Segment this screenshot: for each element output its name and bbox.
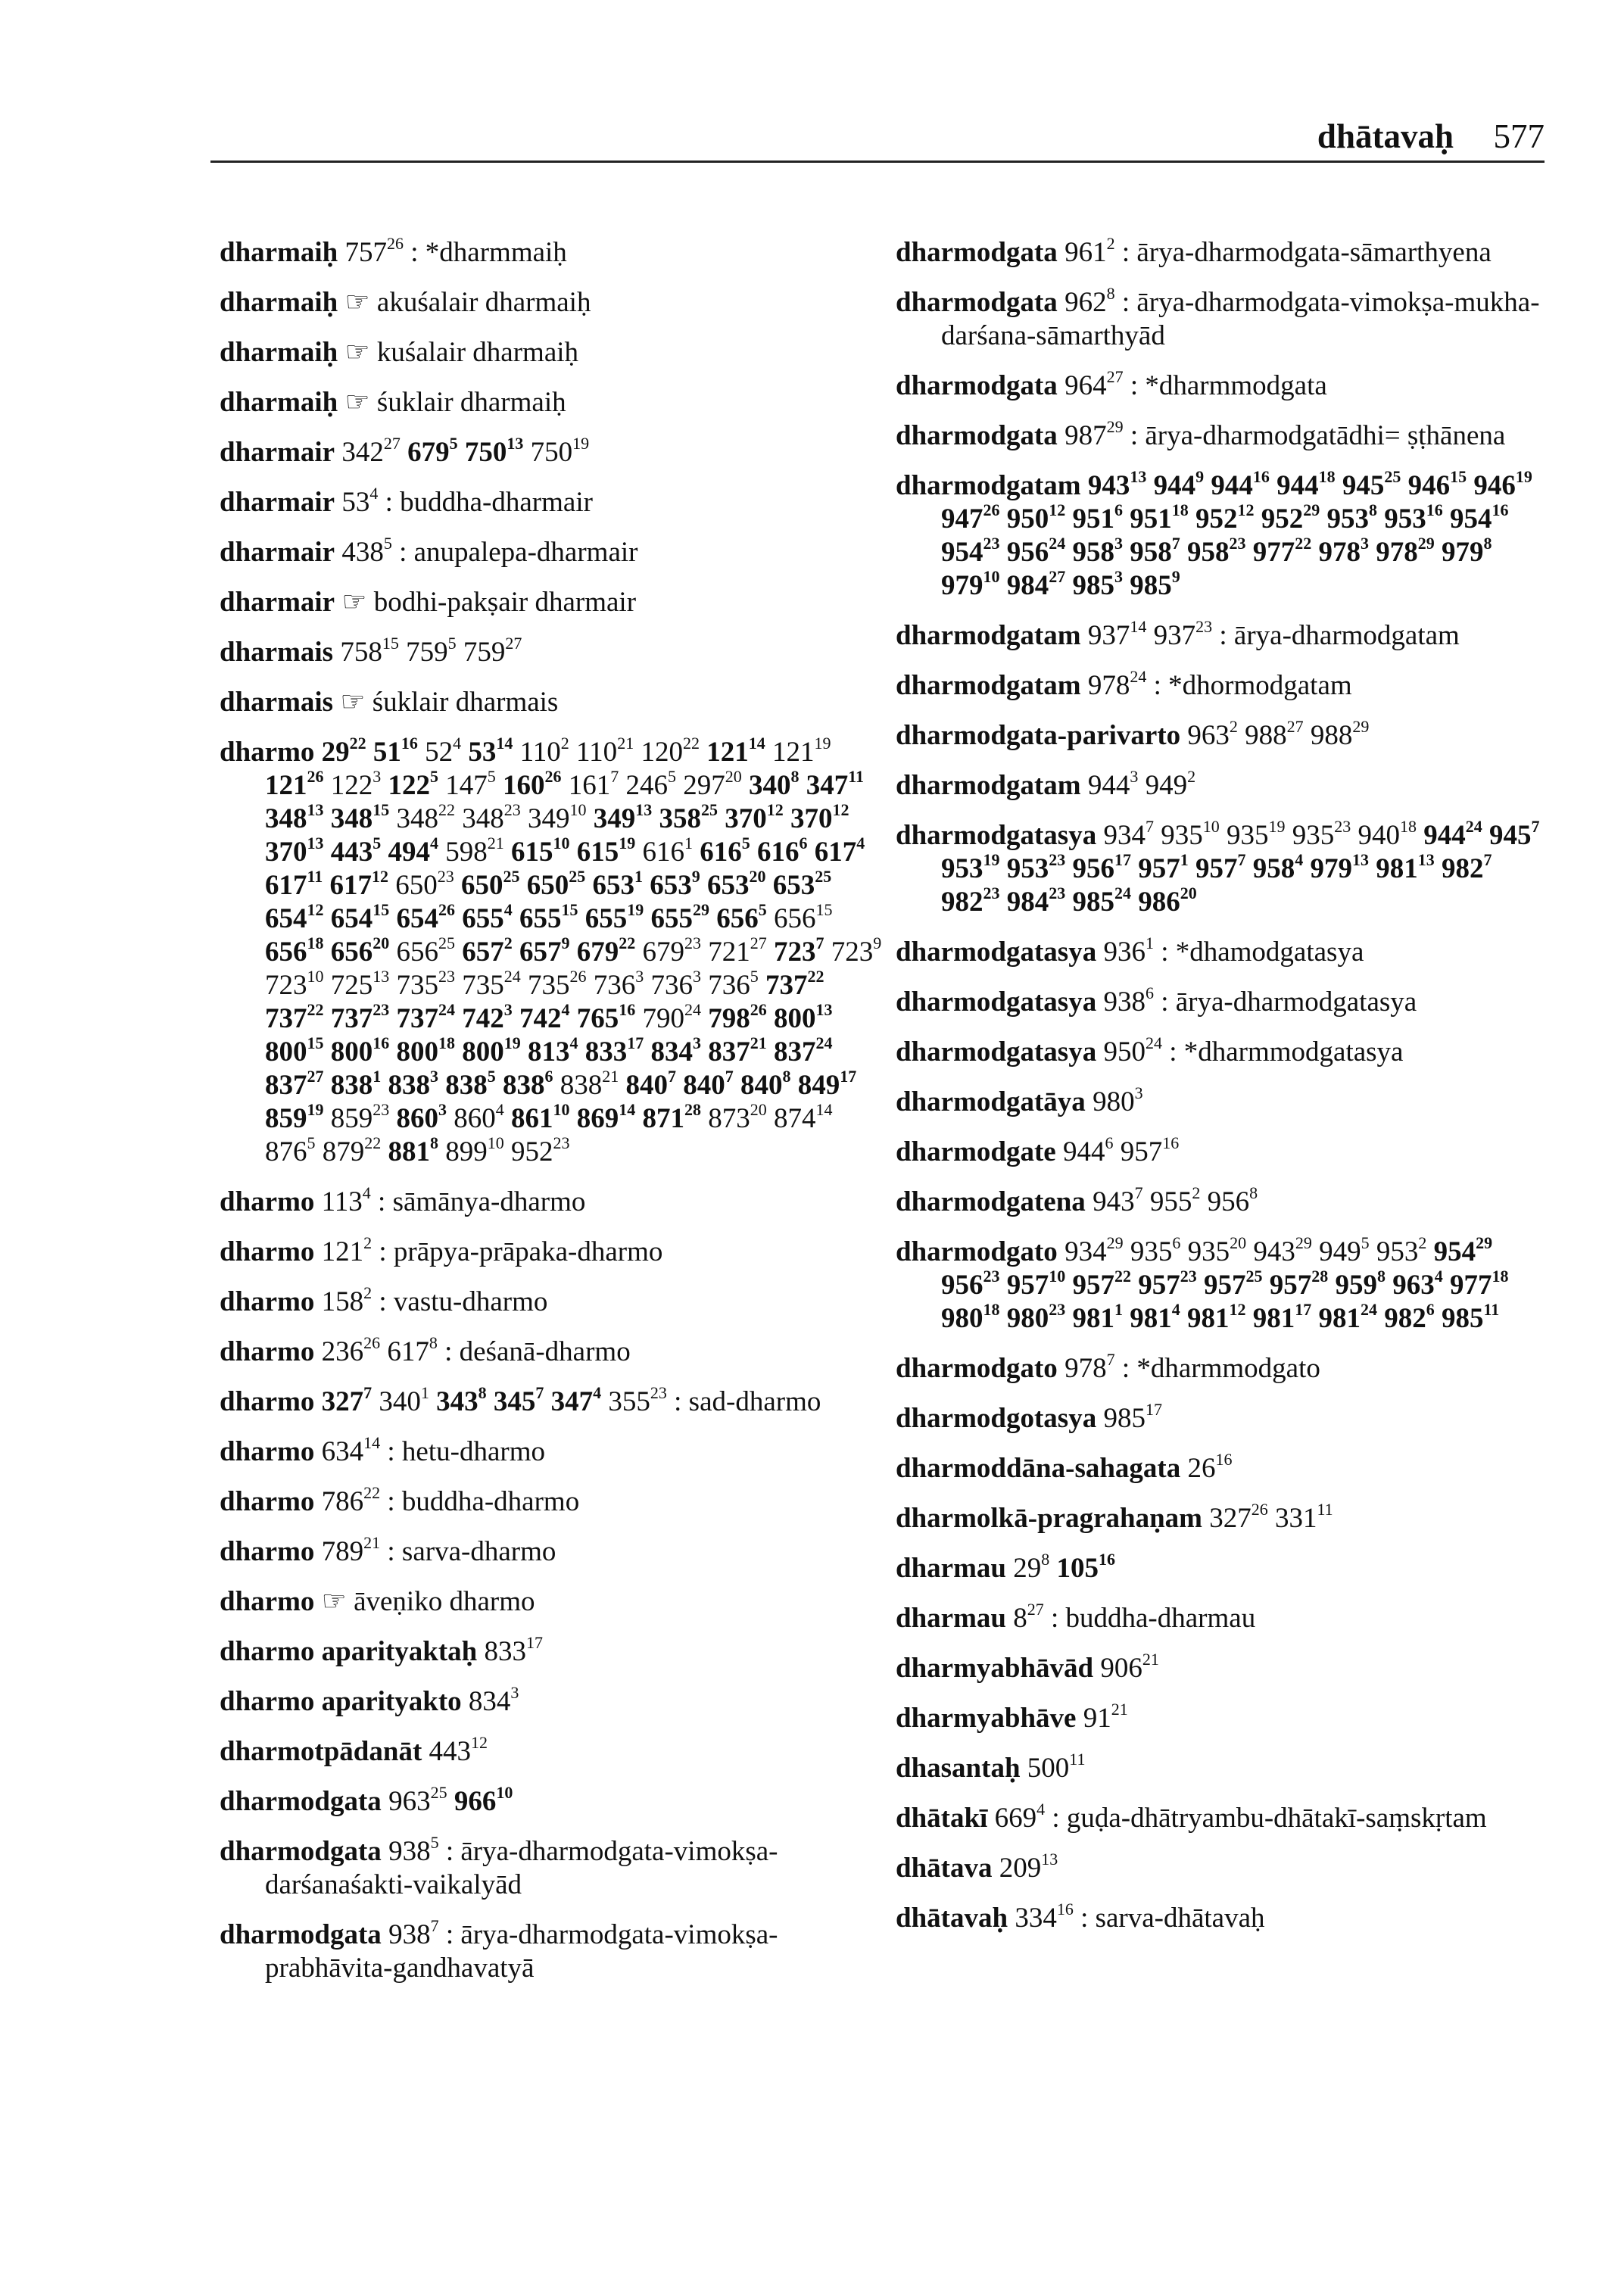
entry-word: dharmodgatam [896, 470, 1081, 501]
entry-references: $962^8$ : ārya-dharmodgata-vimokṣa-mukha-darśana-sāmarthyād [941, 284, 1540, 351]
entry-word: dharmais [220, 687, 334, 718]
index-entry [220, 1283, 886, 1319]
entry-references: $950^{24}$ : *dharmmodgatasya [1103, 1033, 1404, 1068]
entry-references: $944^3$ $949^2$ [1087, 767, 1196, 801]
left-column [220, 236, 886, 2002]
entry-references: $833^{17}$ [484, 1633, 543, 1667]
entry-references: $964^{27}$ : *dharmmodgata [1064, 367, 1327, 401]
entry-word: dharmodgate [896, 1136, 1056, 1167]
index-entry [220, 1735, 886, 1769]
entry-references: $29^8$ $105^{16}$ [1013, 1550, 1115, 1584]
entry-word: dharmolkā-pragrahaṇam [896, 1503, 1202, 1534]
entry-word: dhātakī [896, 1803, 988, 1834]
index-entry [896, 1652, 1547, 1685]
index-entry [220, 486, 886, 519]
entry-references: $987^{29}$ : ārya-dharmodgatādhi= ṣṭhānena [1064, 417, 1506, 451]
entry-word: dharmodgata [220, 1786, 382, 1817]
entry-word: dharmodgata [896, 370, 1058, 401]
entry-word: dharmau [896, 1603, 1006, 1634]
entry-word: dharmodgata [220, 1919, 382, 1950]
entry-word: dharmodgotasya [896, 1403, 1097, 1434]
entry-word: dharmodgata [896, 237, 1058, 268]
index-entry [220, 1685, 886, 1719]
entry-word: dharmodgato [896, 1236, 1058, 1267]
running-header [210, 114, 1545, 163]
entry-references: $961^2$ : ārya-dharmodgata-sāmarthyena [1064, 234, 1492, 268]
index-entry [220, 686, 886, 719]
index-entry [896, 1702, 1547, 1735]
entry-references: $943^{13}$ $944^9$ $944^{16}$ $944^{18}$ $945^{25}$ $946^{15}$ $946^{19}$ $947^{26}$ $950^{12}$ $951^6$ $951^{18}$ $952^{12}$ $952^{29}$ $953^8$ $953^{16}$ $954^{16}$ $954^{23}$ $956^{24}$ $958^3$ $958^7$ $958^{23}$ $977^{22}$ $978^3$ $978^{29}$ $979^8$ $979^{10}$ $984^{27}$ $985^3$ $985^9$ [941, 467, 1532, 601]
entry-word: dharmodgatāya [896, 1086, 1086, 1117]
entry-references: $834^3$ [468, 1683, 519, 1717]
entry-references: $91^{21}$ [1083, 1700, 1128, 1734]
index-entry [896, 1233, 1547, 1336]
entry-references: $938^5$ : ārya-dharmodgata-vimokṣa-darśanaśakti-vaikalyād [265, 1833, 778, 1900]
entry-word: dharmair [220, 437, 335, 468]
entry-word: dharmo [220, 1586, 315, 1617]
entry-word: dharmotpādanāt [220, 1736, 422, 1767]
index-entry [896, 719, 1547, 753]
entry-references: $906^{21}$ [1100, 1650, 1159, 1684]
entry-references: $963^2$ $988^{27}$ $988^{29}$ [1187, 717, 1370, 751]
entry-word: dharmo aparityaktaḥ [220, 1636, 478, 1667]
entry-word: dharmo [220, 737, 315, 768]
entry-word: dhasantaḥ [896, 1753, 1021, 1784]
page-number: 577 [1493, 117, 1545, 155]
entry-references: $937^{14}$ $937^{23}$ : ārya-dharmodgatam [1087, 617, 1460, 651]
index-entry [896, 1902, 1547, 1935]
index-entry [220, 586, 886, 619]
index-entry [896, 1183, 1547, 1219]
index-entry [220, 436, 886, 469]
entry-references: $934^{29}$ $935^6$ $935^{20}$ $943^{29}$ $949^5$ $953^2$ $954^{29}$ $956^{23}$ $957^{10}$ $957^{22}$ $957^{23}$ $957^{25}$ $957^{28}$ $959^8$ $963^4$ $977^{18}$ $980^{18}$ $980^{23}$ $981^1$ $981^4$ $981^{12}$ $981^{17}$ $981^{24}$ $982^6$ $985^{11}$ [941, 1233, 1509, 1334]
entry-word: dharmo [220, 1436, 315, 1467]
entry-references: ☞ śuklair dharmais [340, 687, 559, 718]
entry-references: $980^3$ [1093, 1083, 1143, 1117]
entry-references: $236^{26}$ $617^8$ : deśanā-dharmo [321, 1333, 631, 1367]
entry-references: ☞ bodhi-pakṣair dharmair [341, 587, 637, 618]
entry-references: $327^7$ $340^1$ $343^8$ $345^7$ $347^4$ $355^{23}$ : sad-dharmo [321, 1383, 821, 1417]
entry-references: $936^1$ : *dhamodgatasya [1103, 933, 1364, 968]
entry-references: $334^{16}$ : sarva-dhātavaḥ [1015, 1900, 1265, 1934]
entry-word: dharmo [220, 1386, 315, 1417]
index-entry [896, 669, 1547, 703]
entry-references: $113^4$ : sāmānya-dharmo [321, 1183, 586, 1217]
index-entry [220, 1785, 886, 1819]
entry-word: dharmodgata [896, 420, 1058, 451]
entry-references: $943^7$ $955^2$ $956^8$ [1093, 1183, 1258, 1217]
entry-word: dharmo [220, 1236, 315, 1267]
entry-references: $327^{26}$ $331^{11}$ [1209, 1500, 1333, 1534]
entry-word: dharmodgata [896, 287, 1058, 318]
entry-references: $209^{13}$ [999, 1850, 1058, 1884]
entry-references: $634^{14}$ : hetu-dharmo [321, 1433, 545, 1467]
entry-references: $758^{15}$ $759^5$ $759^{27}$ [340, 634, 522, 668]
entry-references: $934^7$ $935^{10}$ $935^{19}$ $935^{23}$ $940^{18}$ $944^{24}$ $945^7$ $953^{19}$ $953^{23}$ $956^{17}$ $957^1$ $957^7$ $958^4$ $979^{13}$ $981^{13}$ $982^7$ $982^{23}$ $984^{23}$ $985^{24}$ $986^{20}$ [941, 817, 1540, 918]
index-entry [896, 1852, 1547, 1885]
entry-references: $443^{12}$ [429, 1733, 488, 1767]
running-headword: dhātavaḥ [1317, 117, 1454, 155]
entry-word: dharmodgata [220, 1836, 382, 1867]
entry-references: $158^2$ : vastu-dharmo [321, 1283, 548, 1317]
index-entry [220, 1385, 886, 1419]
index-entry [220, 1635, 886, 1669]
index-entry [220, 386, 886, 419]
right-column [896, 236, 1547, 1952]
entry-word: dharmodgatam [896, 770, 1081, 801]
entry-word: dharmodgatasya [896, 986, 1097, 1018]
index-entry [896, 1602, 1547, 1635]
entry-word: dharmo aparityakto [220, 1686, 462, 1717]
index-entry [220, 1233, 886, 1269]
index-entry [220, 1535, 886, 1569]
index-entry [220, 1183, 886, 1219]
entry-word: dharmo [220, 1186, 315, 1217]
entry-references: $342^{27}$ $679^5$ $750^{13}$ $750^{19}$ [341, 434, 590, 468]
entry-references: $29^{22}$ $51^{16}$ $52^4$ $53^{14}$ $110^2$ $110^{21}$ $120^{22}$ $121^{14}$ $121^{19}$ $121^{26}$ $122^3$ $122^5$ $147^5$ $160^{26}$ $161^7$ $246^5$ $297^{20}$ $340^8$ $347^{11}$ $348^{13}$ $348^{15}$ $348^{22}$ $348^{23}$ $349^{10}$ $349^{13}$ $358^{25}$ $370^{12}$ $370^{12}$ $370^{13}$ $443^5$ $494^4$ $598^{21}$ $615^{10}$ $615^{19}$ $616^1$ $616^5$ $616^6$ $617^4$ $617^{11}$ $617^{12}$ $650^{23}$ $650^{25}$ $650^{25}$ $653^1$ $653^9$ $653^{20}$ $653^{25}$ $654^{12}$ $654^{15}$ $654^{26}$ $655^4$ $655^{15}$ $655^{19}$ $655^{29}$ $656^5$ $656^{15}$ $656^{18}$ $656^{20}$ $656^{25}$ $657^2$ $657^9$ $679^{22}$ $679^{23}$ $721^{27}$ $723^7$ $723^9$ $723^{10}$ $725^{13}$ $735^{23}$ $735^{24}$ $735^{26}$ $736^3$ $736^3$ $736^5$ $737^{22}$ $737^{22}$ $737^{23}$ $737^{24}$ $742^3$ $742^4$ $765^{16}$ $790^{24}$ $798^{26}$ $800^{13}$ $800^{15}$ $800^{16}$ $800^{18}$ $800^{19}$ $813^4$ $833^{17}$ $834^3$ $837^{21}$ $837^{24}$ $837^{27}$ $838^1$ $838^3$ $838^5$ $838^6$ $838^{21}$ $840^7$ $840^7$ $840^8$ $849^{17}$ $859^{19}$ $859^{23}$ $860^3$ $860^4$ $861^{10}$ $869^{14}$ $871^{28}$ $873^{20}$ $874^{14}$ $876^5$ $879^{22}$ $881^8$ $899^{10}$ $952^{23}$ [265, 734, 882, 1167]
entry-word: dharmau [896, 1553, 1006, 1584]
entry-references: ☞ śuklair dharmaiḥ [344, 387, 566, 418]
index-entry [896, 1083, 1547, 1119]
entry-references: $938^7$ : ārya-dharmodgata-vimokṣa-prabhāvita-gandhavatyā [265, 1916, 778, 1984]
index-entry [220, 636, 886, 669]
entry-references: ☞ akuśalair dharmaiḥ [344, 287, 591, 318]
index-entry [896, 1452, 1547, 1485]
entry-word: dharmaiḥ [220, 287, 338, 318]
entry-word: dharmyabhāvād [896, 1653, 1094, 1684]
entry-references: $500^{11}$ [1027, 1750, 1086, 1784]
entry-word: dharmodgatam [896, 670, 1081, 701]
index-entry [896, 286, 1547, 353]
index-entry [896, 1552, 1547, 1585]
index-entry [220, 1585, 886, 1619]
entry-word: dhātava [896, 1853, 993, 1884]
entry-references: $8^{27}$ : buddha-dharmau [1013, 1600, 1256, 1634]
index-entry [220, 336, 886, 369]
entry-word: dharmodgato [896, 1353, 1058, 1384]
entry-word: dharmaiḥ [220, 237, 338, 268]
entry-word: dharmais [220, 637, 334, 668]
index-entry [896, 369, 1547, 403]
entry-word: dharmodgatena [896, 1186, 1086, 1217]
index-entry [220, 1333, 886, 1369]
entry-word: dharmodgatasya [896, 820, 1097, 851]
entry-word: dharmaiḥ [220, 337, 338, 368]
entry-word: dharmodgatasya [896, 937, 1097, 968]
entry-references: $669^4$ : guḍa-dhātryambu-dhātakī-saṃskṛtam [994, 1800, 1487, 1834]
entry-references: $963^{25}$ $966^{10}$ [388, 1783, 513, 1817]
entry-references: $757^{26}$ : *dharmmaiḥ [344, 234, 567, 268]
entry-word: dhātavaḥ [896, 1903, 1008, 1934]
index-entry [896, 1802, 1547, 1835]
entry-references: $938^6$ : ārya-dharmodgatasya [1103, 983, 1417, 1018]
index-entry [220, 1485, 886, 1519]
entry-word: dharmo [220, 1486, 315, 1517]
index-entry [896, 1133, 1547, 1169]
index-entry [896, 1033, 1547, 1069]
index-entry [896, 236, 1547, 270]
entry-references: $985^{17}$ [1103, 1400, 1162, 1434]
entry-word: dharmair [220, 487, 335, 518]
index-entry [896, 469, 1547, 603]
index-entry [896, 619, 1547, 653]
index-entry [896, 1352, 1547, 1385]
entry-references: $53^4$ : buddha-dharmair [341, 484, 593, 518]
index-entry [896, 819, 1547, 919]
index-entry [220, 1918, 886, 1985]
entry-word: dharmair [220, 537, 335, 568]
entry-word: dharmodgatasya [896, 1036, 1097, 1068]
entry-references: $786^{22}$ : buddha-dharmo [321, 1483, 580, 1517]
entry-word: dharmo [220, 1336, 315, 1367]
index-entry [220, 1835, 886, 1902]
entry-word: dharmo [220, 1286, 315, 1317]
entry-references: $978^{24}$ : *dhormodgatam [1087, 667, 1352, 701]
index-entry [896, 769, 1547, 803]
index-entry [220, 286, 886, 319]
entry-word: dharmyabhāve [896, 1703, 1077, 1734]
index-entry [896, 1752, 1547, 1785]
entry-word: dharmodgatam [896, 620, 1081, 651]
entry-references: $438^5$ : anupalepa-dharmair [341, 534, 638, 568]
index-entry [896, 419, 1547, 453]
entry-word: dharmaiḥ [220, 387, 338, 418]
index-entry [220, 236, 886, 270]
entry-word: dharmo [220, 1536, 315, 1567]
entry-references: $789^{21}$ : sarva-dharmo [321, 1533, 556, 1567]
entry-word: dharmodgata-parivarto [896, 720, 1181, 751]
index-entry [896, 983, 1547, 1019]
entry-references: $121^2$ : prāpya-prāpaka-dharmo [321, 1233, 663, 1267]
entry-references: ☞ kuśalair dharmaiḥ [344, 337, 579, 368]
entry-word: dharmair [220, 587, 335, 618]
entry-references: $978^7$ : *dharmmodgato [1064, 1350, 1320, 1384]
index-entry [220, 736, 886, 1169]
index-entry [896, 1502, 1547, 1535]
index-entry [220, 536, 886, 569]
index-entry [896, 1402, 1547, 1435]
index-entry [896, 933, 1547, 969]
entry-word: dharmoddāna-sahagata [896, 1453, 1181, 1484]
entry-references: $944^6$ $957^{16}$ [1062, 1133, 1180, 1167]
entry-references: $26^{16}$ [1187, 1450, 1233, 1484]
entry-references: ☞ āveṇiko dharmo [321, 1586, 535, 1617]
index-entry [220, 1435, 886, 1469]
